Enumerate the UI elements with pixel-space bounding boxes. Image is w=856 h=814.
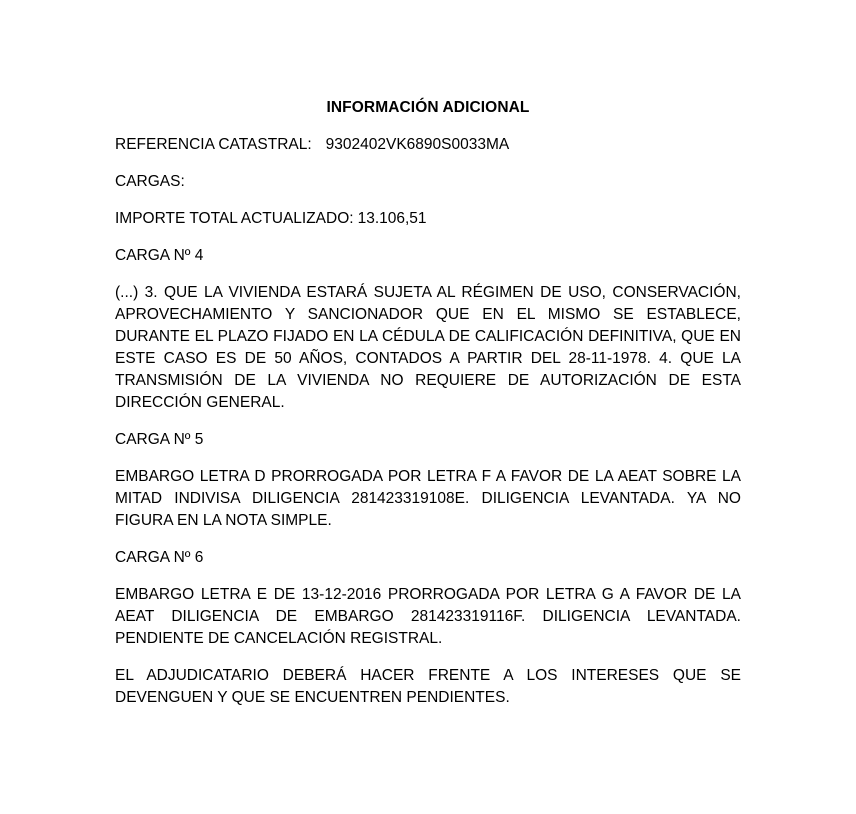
carga-4-heading: CARGA Nº 4 <box>115 247 204 264</box>
cargas-heading: CARGAS: <box>115 173 185 190</box>
document-title: INFORMACIÓN ADICIONAL <box>326 99 530 116</box>
carga-5-body: EMBARGO LETRA D PRORROGADA POR LETRA F A FAVOR DE LA AEAT SOBRE LA MITAD INDIVISA DILIGENCIA 281423319108E. DILIGENCIA LEVANTADA. YA NO FIGURA EN LA NOTA SIMPLE. <box>115 468 741 529</box>
referencia-catastral-value: 9302402VK6890S0033MA <box>325 136 510 153</box>
carga-4-body: (...) 3. QUE LA VIVIENDA ESTARÁ SUJETA AL RÉGIMEN DE USO, CONSERVACIÓN, APROVECHAMIENTO Y SANCIONADOR QUE EN EL MISMO SE ESTABLECE, DURANTE EL PLAZO FIJADO EN LA CÉDULA DE CALIFICACIÓN DEFINITIVA, QUE EN ESTE CASO ES DE 50 AÑOS, CONTADOS A PARTIR DEL 28-11-1978. 4. QUE LA TRANSMISIÓN DE LA VIVIENDA NO REQUIERE DE AUTORIZACIÓN DE ESTA DIRECCIÓN GENERAL. <box>115 284 741 411</box>
carga-5-heading: CARGA Nº 5 <box>115 431 204 448</box>
carga-6-body: EMBARGO LETRA E DE 13-12-2016 PRORROGADA POR LETRA G A FAVOR DE LA AEAT DILIGENCIA DE EMBARGO 281423319116F. DILIGENCIA LEVANTADA. PENDIENTE DE CANCELACIÓN REGISTRAL. <box>115 586 741 647</box>
referencia-catastral-label: REFERENCIA CATASTRAL: <box>115 136 312 153</box>
importe-total-value: 13.106,51 <box>357 210 427 227</box>
carga-6-heading: CARGA Nº 6 <box>115 549 204 566</box>
importe-total-label: IMPORTE TOTAL ACTUALIZADO: <box>115 210 354 227</box>
closing-paragraph: EL ADJUDICATARIO DEBERÁ HACER FRENTE A LOS INTERESES QUE SE DEVENGUEN Y QUE SE ENCUENTREN PENDIENTES. <box>115 667 741 706</box>
importe-total-line <box>115 208 741 230</box>
referencia-catastral-line <box>115 134 741 156</box>
